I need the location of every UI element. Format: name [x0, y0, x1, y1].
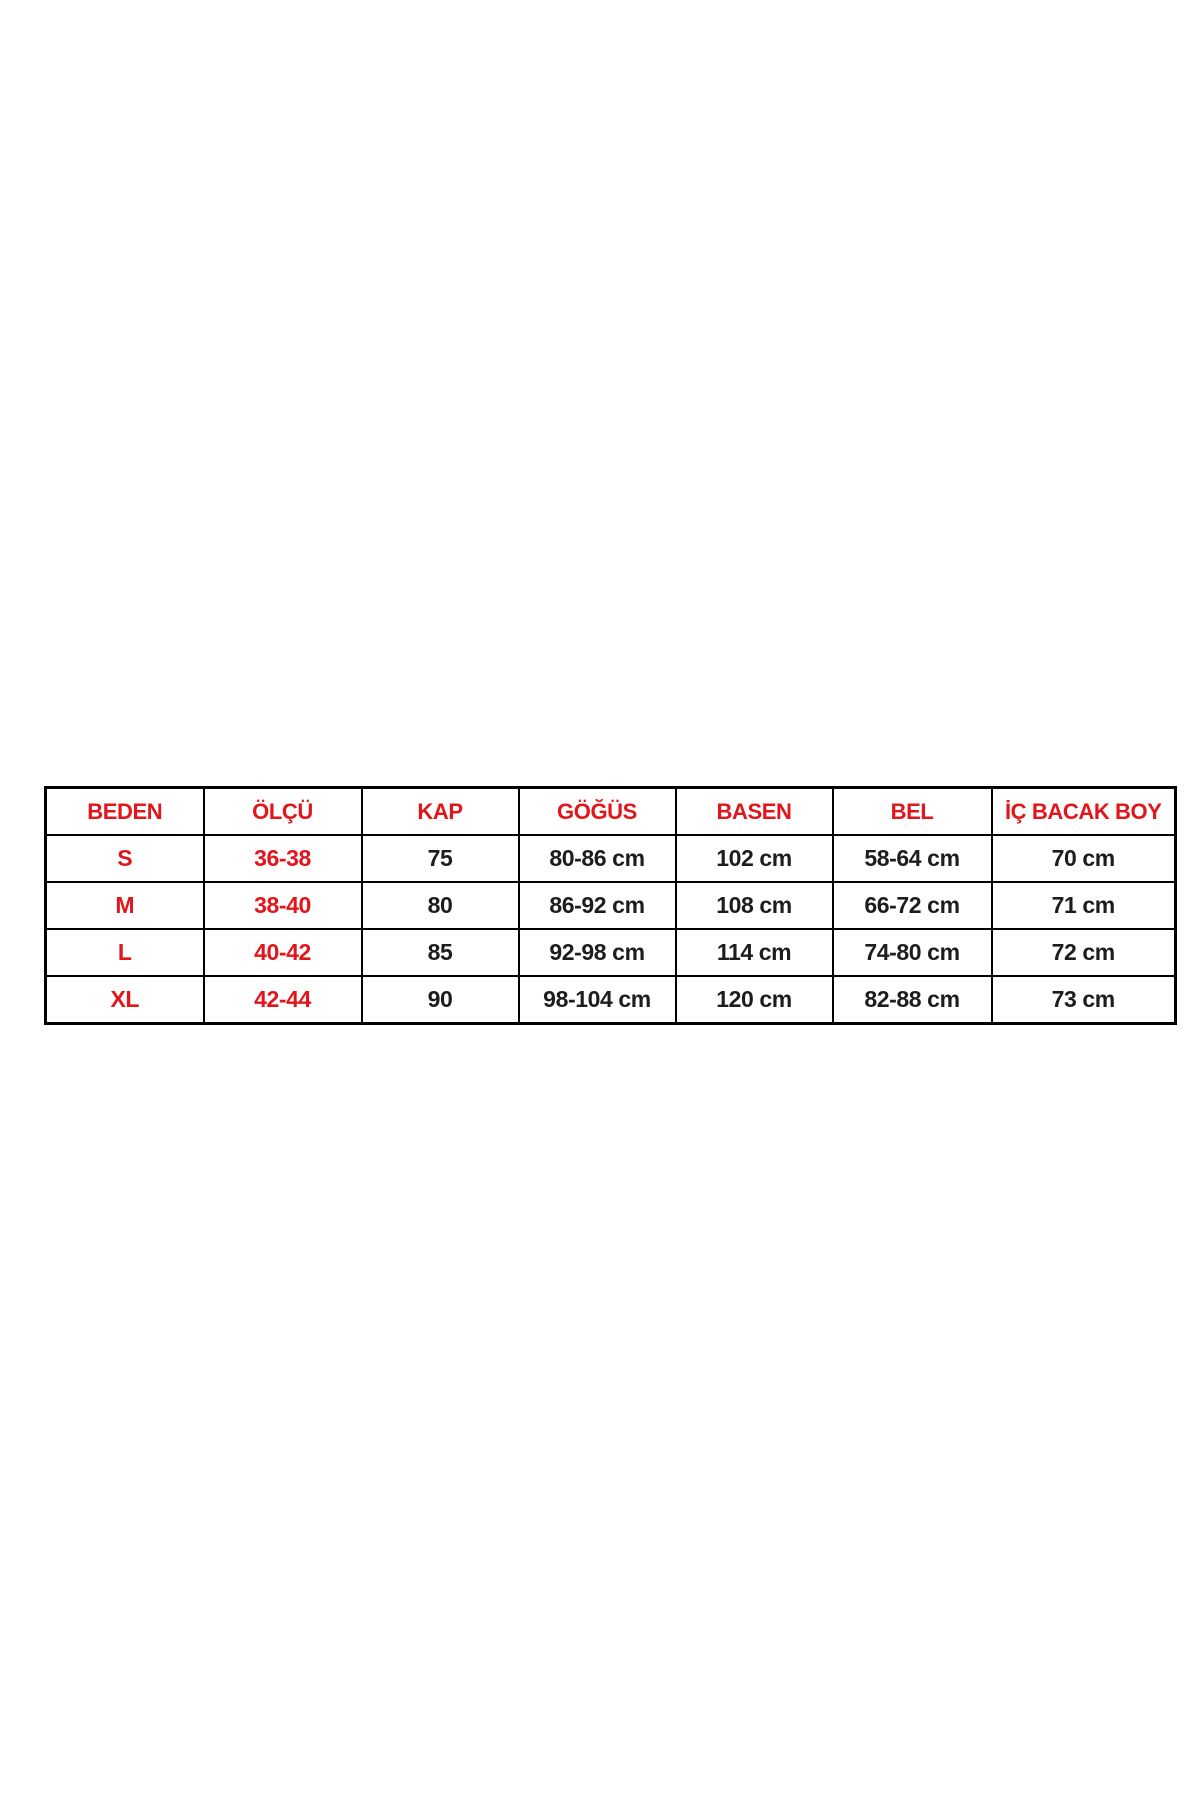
cell-basen: 108 cm — [676, 882, 833, 929]
cell-kap: 80 — [362, 882, 519, 929]
column-header-beden: BEDEN — [46, 788, 204, 836]
table-row-s — [46, 835, 1176, 882]
table-row-l — [46, 929, 1176, 976]
cell-basen: 114 cm — [676, 929, 833, 976]
cell-bel: 74-80 cm — [833, 929, 992, 976]
column-header-bel: BEL — [833, 788, 992, 836]
size-chart-table — [44, 786, 1177, 1025]
cell-basen: 120 cm — [676, 976, 833, 1024]
cell-olcu: 38-40 — [204, 882, 362, 929]
table-header — [46, 788, 1176, 836]
cell-kap: 85 — [362, 929, 519, 976]
cell-ic-bacak-boy: 72 cm — [992, 929, 1176, 976]
cell-gogus: 92-98 cm — [519, 929, 676, 976]
cell-gogus: 86-92 cm — [519, 882, 676, 929]
table-row-m — [46, 882, 1176, 929]
cell-olcu: 42-44 — [204, 976, 362, 1024]
column-header-kap: KAP — [362, 788, 519, 836]
cell-ic-bacak-boy: 70 cm — [992, 835, 1176, 882]
cell-size: L — [46, 929, 204, 976]
cell-size: S — [46, 835, 204, 882]
cell-ic-bacak-boy: 71 cm — [992, 882, 1176, 929]
cell-bel: 58-64 cm — [833, 835, 992, 882]
cell-basen: 102 cm — [676, 835, 833, 882]
cell-bel: 82-88 cm — [833, 976, 992, 1024]
table-body — [46, 835, 1176, 1024]
cell-olcu: 40-42 — [204, 929, 362, 976]
cell-gogus: 80-86 cm — [519, 835, 676, 882]
table-row-xl — [46, 976, 1176, 1024]
column-header-ic-bacak-boy: İÇ BACAK BOY — [992, 788, 1176, 836]
header-row — [46, 788, 1176, 836]
cell-gogus: 98-104 cm — [519, 976, 676, 1024]
cell-size: M — [46, 882, 204, 929]
column-header-gogus: GÖĞÜS — [519, 788, 676, 836]
cell-ic-bacak-boy: 73 cm — [992, 976, 1176, 1024]
column-header-olcu: ÖLÇÜ — [204, 788, 362, 836]
cell-olcu: 36-38 — [204, 835, 362, 882]
cell-size: XL — [46, 976, 204, 1024]
cell-kap: 75 — [362, 835, 519, 882]
cell-kap: 90 — [362, 976, 519, 1024]
cell-bel: 66-72 cm — [833, 882, 992, 929]
column-header-basen: BASEN — [676, 788, 833, 836]
